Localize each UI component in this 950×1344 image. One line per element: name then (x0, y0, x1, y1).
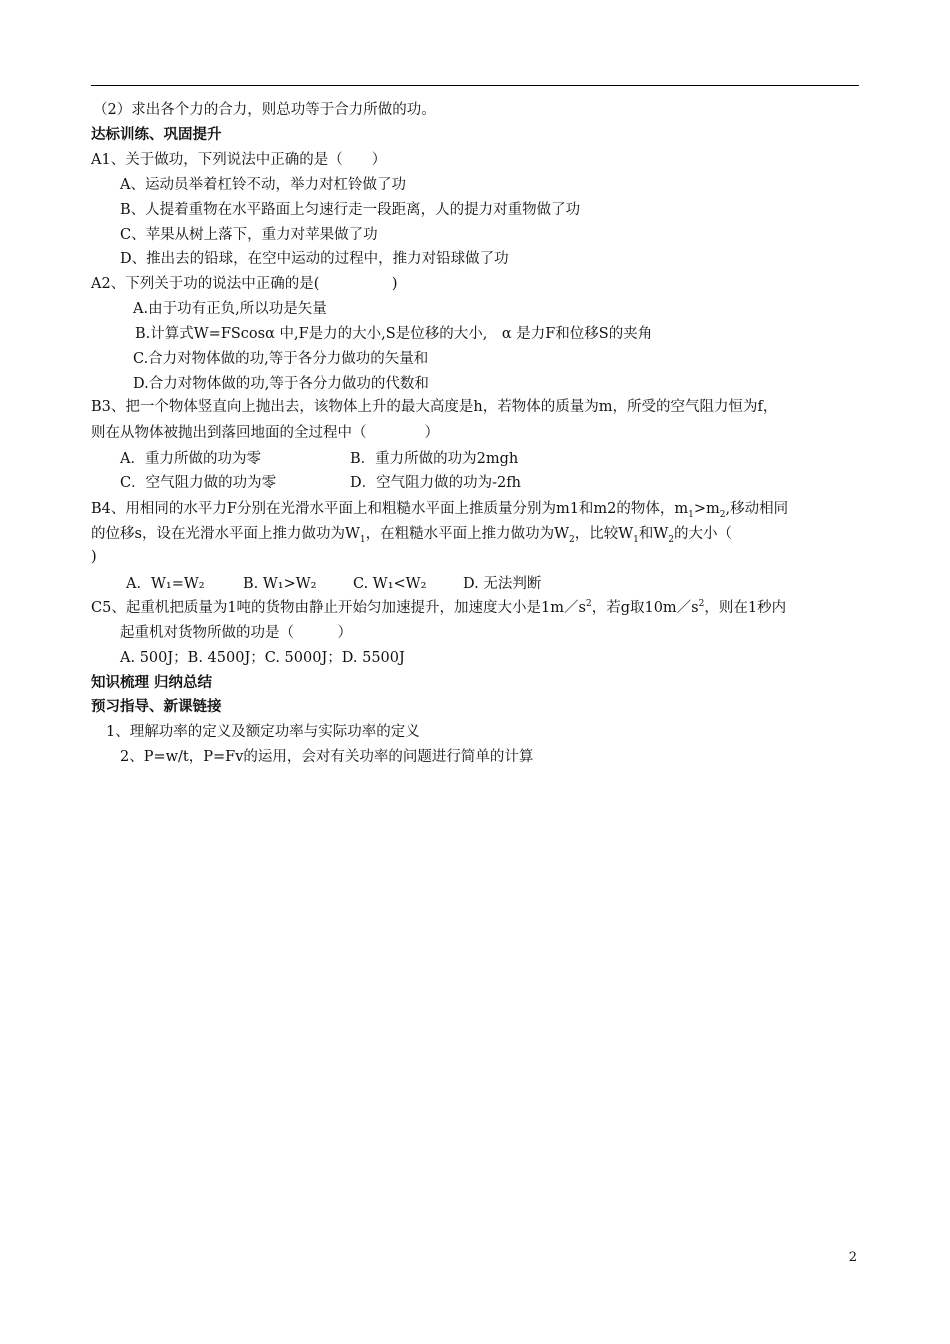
question-a2: A2、下列关于功的说法中正确的是( ) (91, 276, 398, 292)
question-c5-cont: 起重机对货物所做的功是（ ） (120, 625, 352, 641)
option-b4-d: D. 无法判断 (463, 576, 542, 592)
text-line: 1、理解功率的定义及额定功率与实际功率的定义 (106, 724, 420, 740)
option-a2-d: D.合力对物体做的功,等于各分力做功的代数和 (133, 376, 429, 392)
text-line: 2、P=w/t，P=Fv的运用，会对有关功率的问题进行简单的计算 (120, 749, 534, 765)
question-b4-cont: 的位移s，设在光滑水平面上推力做功为$W_1$，在粗糙水平面上推力做功为$W_2$，比较$W_1$和$W_2$的大小（ (91, 526, 732, 545)
option-b4-c: C. W₁<W₂ (353, 576, 427, 592)
question-a1: A1、关于做功，下列说法中正确的是（ ） (91, 152, 387, 168)
question-b3-cont: 则在从物体被抛出到落回地面的全过程中（ ） (91, 425, 439, 441)
option-b3-b: B．重力所做的功为2mgh (350, 451, 519, 467)
option-a1-d: D、推出去的铅球，在空中运动的过程中，推力对铅球做了功 (120, 251, 509, 267)
option-a2-b: B.计算式W=FScosα 中,F是力的大小,S是位移的大小, α 是力F和位移S的夹角 (135, 326, 653, 342)
question-c5: C5、起重机把质量为1吨的货物由静止开始匀加速提升，加速度大小是$1m/s^2$，若g取$10m/s^2$，则在1秒内 (91, 599, 787, 616)
section-heading: 知识梳理 归纳总结 (91, 675, 213, 691)
page-number: 2 (848, 1250, 857, 1265)
option-b4-a: A．W₁=W₂ (126, 576, 205, 592)
question-b4-close: ) (91, 549, 97, 565)
options-c5: A. 500J；B. 4500J；C. 5000J；D. 5500J (120, 650, 405, 666)
header-rule (91, 85, 859, 86)
section-heading: 达标训练、巩固提升 (91, 127, 222, 143)
option-a1-c: C、苹果从树上落下，重力对苹果做了功 (120, 227, 378, 243)
option-b3-d: D．空气阻力做的功为-2fh (350, 475, 521, 491)
option-a2-a: A.由于功有正负,所以功是矢量 (133, 301, 327, 317)
section-heading: 预习指导、新课链接 (91, 699, 222, 715)
option-b3-a: A．重力所做的功为零 (120, 451, 261, 467)
option-a1-a: A、运动员举着杠铃不动，举力对杠铃做了功 (120, 177, 406, 193)
text-line: （2）求出各个力的合力，则总功等于合力所做的功。 (93, 102, 436, 118)
option-b3-c: C．空气阻力做的功为零 (120, 475, 277, 491)
option-b4-b: B. W₁>W₂ (243, 576, 317, 592)
question-b4: B4、用相同的水平力F分别在光滑水平面上和粗糙水平面上推质量分别为m1和m2的物体，$m_1>m_2$,移动相同 (91, 501, 789, 520)
option-a2-c: C.合力对物体做的功,等于各分力做功的矢量和 (133, 351, 429, 367)
option-a1-b: B、人提着重物在水平路面上匀速行走一段距离，人的提力对重物做了功 (120, 202, 581, 218)
question-b3: B3、把一个物体竖直向上抛出去，该物体上升的最大高度是h，若物体的质量为m，所受的空气阻力恒为f， (91, 399, 778, 415)
